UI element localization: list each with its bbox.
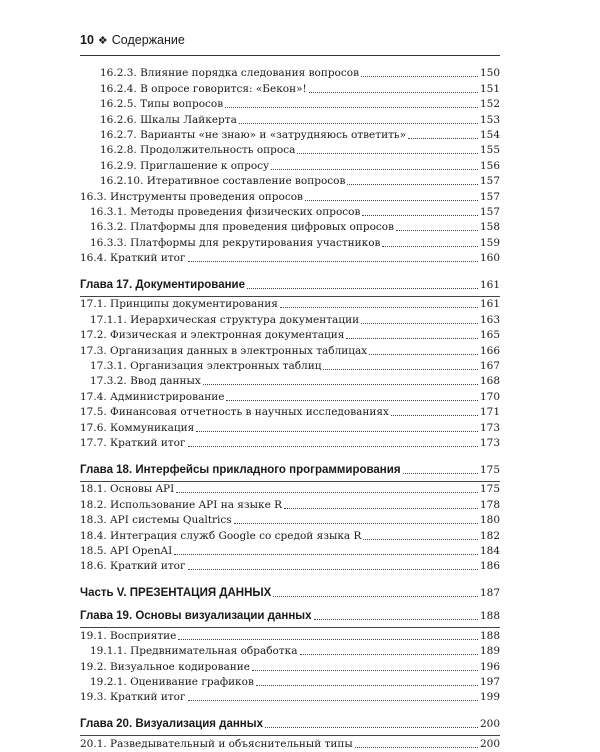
toc-entry[interactable]: 17.2. Физическая и электронная документация 165 [80,329,500,342]
toc-entry[interactable]: 16.2.6. Шкалы Лайкерта 153 [100,113,500,126]
toc-entry[interactable]: 17.6. Коммуникация 173 [80,421,500,434]
toc-entry[interactable]: 16.3.3. Платформы для рекрутирования участников 159 [90,236,500,249]
toc-entry[interactable]: 18.5. API OpenAI 184 [80,544,500,557]
diamond-ornament-icon: ❖ [97,35,108,47]
toc-entry[interactable]: 19.2. Визуальное кодирование 196 [80,660,500,673]
toc-entry[interactable]: 16.2.8. Продолжительность опроса 155 [100,144,500,157]
toc-entry[interactable]: 16.2.10. Итеративное составление вопросов 157 [100,175,500,188]
running-title: Содержание [111,33,185,47]
page-number: 10 [80,33,94,47]
toc-entry[interactable]: 16.3.1. Методы проведения физических опросов 157 [90,205,500,218]
toc-entry[interactable]: 18.3. API системы Qualtrics 180 [80,514,500,527]
toc-entry[interactable]: 17.4. Администрирование 170 [80,390,500,403]
toc-chapter-19[interactable]: Глава 19. Основы визуализации данных 188 [80,610,500,623]
toc-entry[interactable]: 17.3.2. Ввод данных 168 [90,375,500,388]
toc-chapter-18[interactable]: Глава 18. Интерфейсы прикладного программирования 175 [80,463,500,476]
toc-entry[interactable]: 18.4. Интеграция служб Google со средой языка R 182 [80,529,500,542]
toc-entry[interactable]: 19.1. Восприятие 188 [80,629,500,642]
toc-entry[interactable]: 17.5. Финансовая отчетность в научных исследованиях 171 [80,406,500,419]
toc-entry[interactable]: 16.3. Инструменты проведения опросов 157 [80,190,500,203]
toc-entry[interactable]: 16.3.2. Платформы для проведения цифровых опросов 158 [90,221,500,234]
toc-entry[interactable]: 16.2.9. Приглашение к опросу 156 [100,159,500,172]
toc-entry[interactable]: 16.4. Краткий итог 160 [80,252,500,265]
toc-entry[interactable]: 18.2. Использование API на языке R 178 [80,498,500,511]
toc-entry[interactable]: 17.3. Организация данных в электронных таблицах 166 [80,344,500,357]
toc-part-5[interactable]: Часть V. ПРЕЗЕНТАЦИЯ ДАННЫХ 187 [80,587,500,600]
toc-entry[interactable]: 20.1. Разведывательный и объяснительный типы 200 [80,737,500,750]
toc-chapter-20[interactable]: Глава 20. Визуализация данных 200 [80,718,500,731]
toc-entry[interactable]: 19.2.1. Оценивание графиков 197 [90,675,500,688]
toc-entry[interactable]: 17.3.1. Организация электронных таблиц 167 [90,360,500,373]
toc-entry[interactable]: 18.6. Краткий итог 186 [80,560,500,573]
toc-entry[interactable]: 17.1.1. Иерархическая структура документации 163 [90,313,500,326]
table-of-contents [80,66,500,752]
toc-entry[interactable]: 17.7. Краткий итог 173 [80,436,500,449]
toc-entry[interactable]: 18.1. Основы API 175 [80,483,500,496]
toc-entry[interactable]: 16.2.4. В опросе говорится: «Бекон»! 151 [100,82,500,95]
toc-entry[interactable]: 16.2.3. Влияние порядка следования вопросов 150 [100,67,500,80]
running-header [80,33,500,53]
toc-entry[interactable]: 16.2.5. Типы вопросов 152 [100,98,500,111]
toc-entry[interactable]: 16.2.7. Варианты «не знаю» и «затрудняюсь ответить» 154 [100,128,500,141]
header-rule [80,55,500,56]
toc-entry[interactable]: 19.3. Краткий итог 199 [80,691,500,704]
toc-chapter-17[interactable]: Глава 17. Документирование 161 [80,279,500,292]
toc-entry[interactable]: 19.1.1. Предвнимательная обработка 189 [90,645,500,658]
toc-entry[interactable]: 17.1. Принципы документирования 161 [80,298,500,311]
